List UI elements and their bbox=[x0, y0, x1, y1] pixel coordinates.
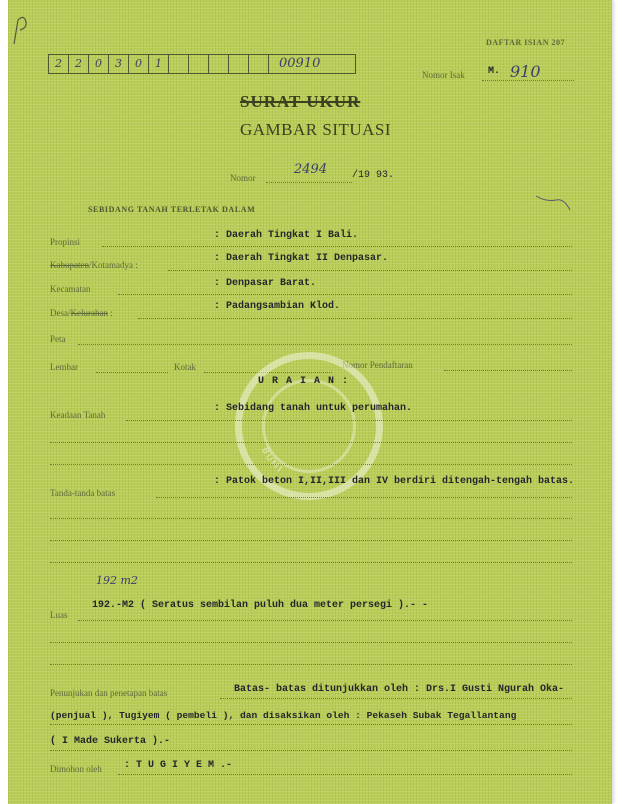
penunjukan-line1: Batas- batas ditunjukkan oleh : Drs.I Gusti Ngurah Oka- bbox=[234, 684, 565, 695]
seal-text: BUMI bbox=[259, 446, 286, 476]
propinsi-line bbox=[102, 246, 572, 247]
desa-label-group: Desa/Kelurahan : bbox=[50, 308, 113, 318]
penunjukan-extra-line bbox=[50, 750, 572, 751]
propinsi-value: : Daerah Tingkat I Bali. bbox=[214, 230, 359, 241]
keadaan-label: Keadaan Tanah bbox=[50, 410, 106, 420]
section-heading: SEBIDANG TANAH TERLETAK DALAM bbox=[88, 205, 256, 214]
kotamadya-line bbox=[168, 270, 572, 271]
luas-label: Luas bbox=[50, 610, 68, 620]
id-digit bbox=[249, 55, 269, 73]
form-code: DAFTAR ISIAN 207 bbox=[486, 38, 565, 47]
pen-mark-icon bbox=[534, 192, 574, 214]
kotamadya-value: : Daerah Tingkat II Denpasar. bbox=[214, 253, 389, 264]
title-struck: SURAT UKUR bbox=[240, 92, 361, 111]
nomor-pendaftaran-label: Nomor Pendaftaran bbox=[342, 360, 413, 370]
nomor-value: 2494 bbox=[294, 162, 328, 177]
id-digit: 0 bbox=[89, 55, 109, 73]
dimohon-value: : T U G I Y E M .- bbox=[124, 760, 233, 771]
title-main: GAMBAR SITUASI bbox=[240, 120, 392, 139]
nomor-isak-value: 910 bbox=[510, 62, 541, 81]
id-digit: 2 bbox=[69, 55, 89, 73]
nomor-year: /19 93. bbox=[352, 170, 395, 181]
peta-line bbox=[78, 344, 572, 345]
id-digit: 3 bbox=[109, 55, 129, 73]
kotak-label: Kotak bbox=[174, 362, 196, 372]
uraian-heading: U R A I A N : bbox=[258, 376, 350, 387]
luas-extra-line bbox=[50, 642, 572, 643]
batas-extra-line bbox=[50, 518, 572, 519]
batas-value: : Patok beton I,II,III dan IV berdiri ditengah-tengah batas. bbox=[214, 476, 575, 487]
batas-line bbox=[156, 497, 572, 498]
id-digit bbox=[169, 55, 189, 73]
desa-value: : Padangsambian Klod. bbox=[214, 301, 341, 312]
desa-label: Desa bbox=[50, 308, 68, 318]
luas-value: 192.-M2 ( Seratus sembilan puluh dua meter persegi ).- - bbox=[92, 600, 429, 611]
id-tail-cell bbox=[269, 55, 355, 73]
keadaan-extra-line bbox=[50, 464, 572, 465]
svg-text:BUMI bbox=[259, 446, 285, 476]
keadaan-line bbox=[126, 420, 572, 421]
luas-handwritten: 192 m2 bbox=[96, 574, 138, 587]
id-digit bbox=[229, 55, 249, 73]
id-digit bbox=[209, 55, 229, 73]
batas-label: Tanda-tanda batas bbox=[50, 488, 116, 498]
kotamadya-label-group: Kabupaten/Kotamadya : bbox=[50, 260, 138, 270]
luas-extra-line bbox=[50, 664, 572, 665]
nomor-pendaftaran-line bbox=[444, 370, 572, 371]
penunjukan-extra-line bbox=[50, 724, 572, 725]
id-digit: 0 bbox=[129, 55, 149, 73]
kecamatan-line bbox=[118, 294, 572, 295]
lembar-line bbox=[96, 372, 168, 373]
kecamatan-value: : Denpasar Barat. bbox=[214, 278, 317, 289]
penunjukan-line2: (penjual ), Tugiyem ( pembeli ), dan disaksikan oleh : Pekaseh Subak Tegallantang bbox=[50, 710, 517, 721]
document-sheet bbox=[8, 0, 612, 804]
dimohon-label: Dimohon oleh bbox=[50, 764, 102, 774]
nomor-isak-line bbox=[482, 80, 574, 81]
keadaan-extra-line bbox=[50, 442, 572, 443]
lembar-label: Lembar bbox=[50, 362, 78, 372]
corner-mark-icon bbox=[10, 14, 36, 54]
id-digit: 1 bbox=[149, 55, 169, 73]
kotamadya-label: /Kotamadya bbox=[88, 260, 133, 270]
batas-extra-line bbox=[50, 540, 572, 541]
penunjukan-line3: ( I Made Sukerta ).- bbox=[50, 736, 171, 747]
luas-line bbox=[78, 620, 572, 621]
peta-label: Peta bbox=[50, 334, 66, 344]
nomor-line bbox=[266, 182, 352, 183]
penunjukan-label: Penunjukan dan penetapan batas bbox=[50, 688, 168, 698]
batas-extra-line bbox=[50, 562, 572, 563]
desa-line bbox=[138, 318, 572, 319]
kelurahan-struck: Kelurahan bbox=[70, 308, 108, 318]
parcel-id-boxes bbox=[48, 54, 356, 74]
nomor-label: Nomor bbox=[230, 173, 256, 183]
kabupaten-struck: Kabupaten bbox=[50, 260, 89, 270]
penunjukan-line bbox=[220, 698, 572, 699]
id-digit: 2 bbox=[49, 55, 69, 73]
dimohon-line bbox=[118, 774, 572, 775]
kecamatan-label: Kecamatan bbox=[50, 284, 91, 294]
nomor-isak-label: Nomor Isak bbox=[422, 70, 465, 80]
keadaan-value: : Sebidang tanah untuk perumahan. bbox=[214, 403, 413, 414]
id-digit bbox=[189, 55, 209, 73]
nomor-isak-prefix: M. bbox=[488, 66, 501, 77]
propinsi-label: Propinsi bbox=[50, 237, 81, 247]
id-tail-number: 00910 bbox=[279, 56, 321, 71]
